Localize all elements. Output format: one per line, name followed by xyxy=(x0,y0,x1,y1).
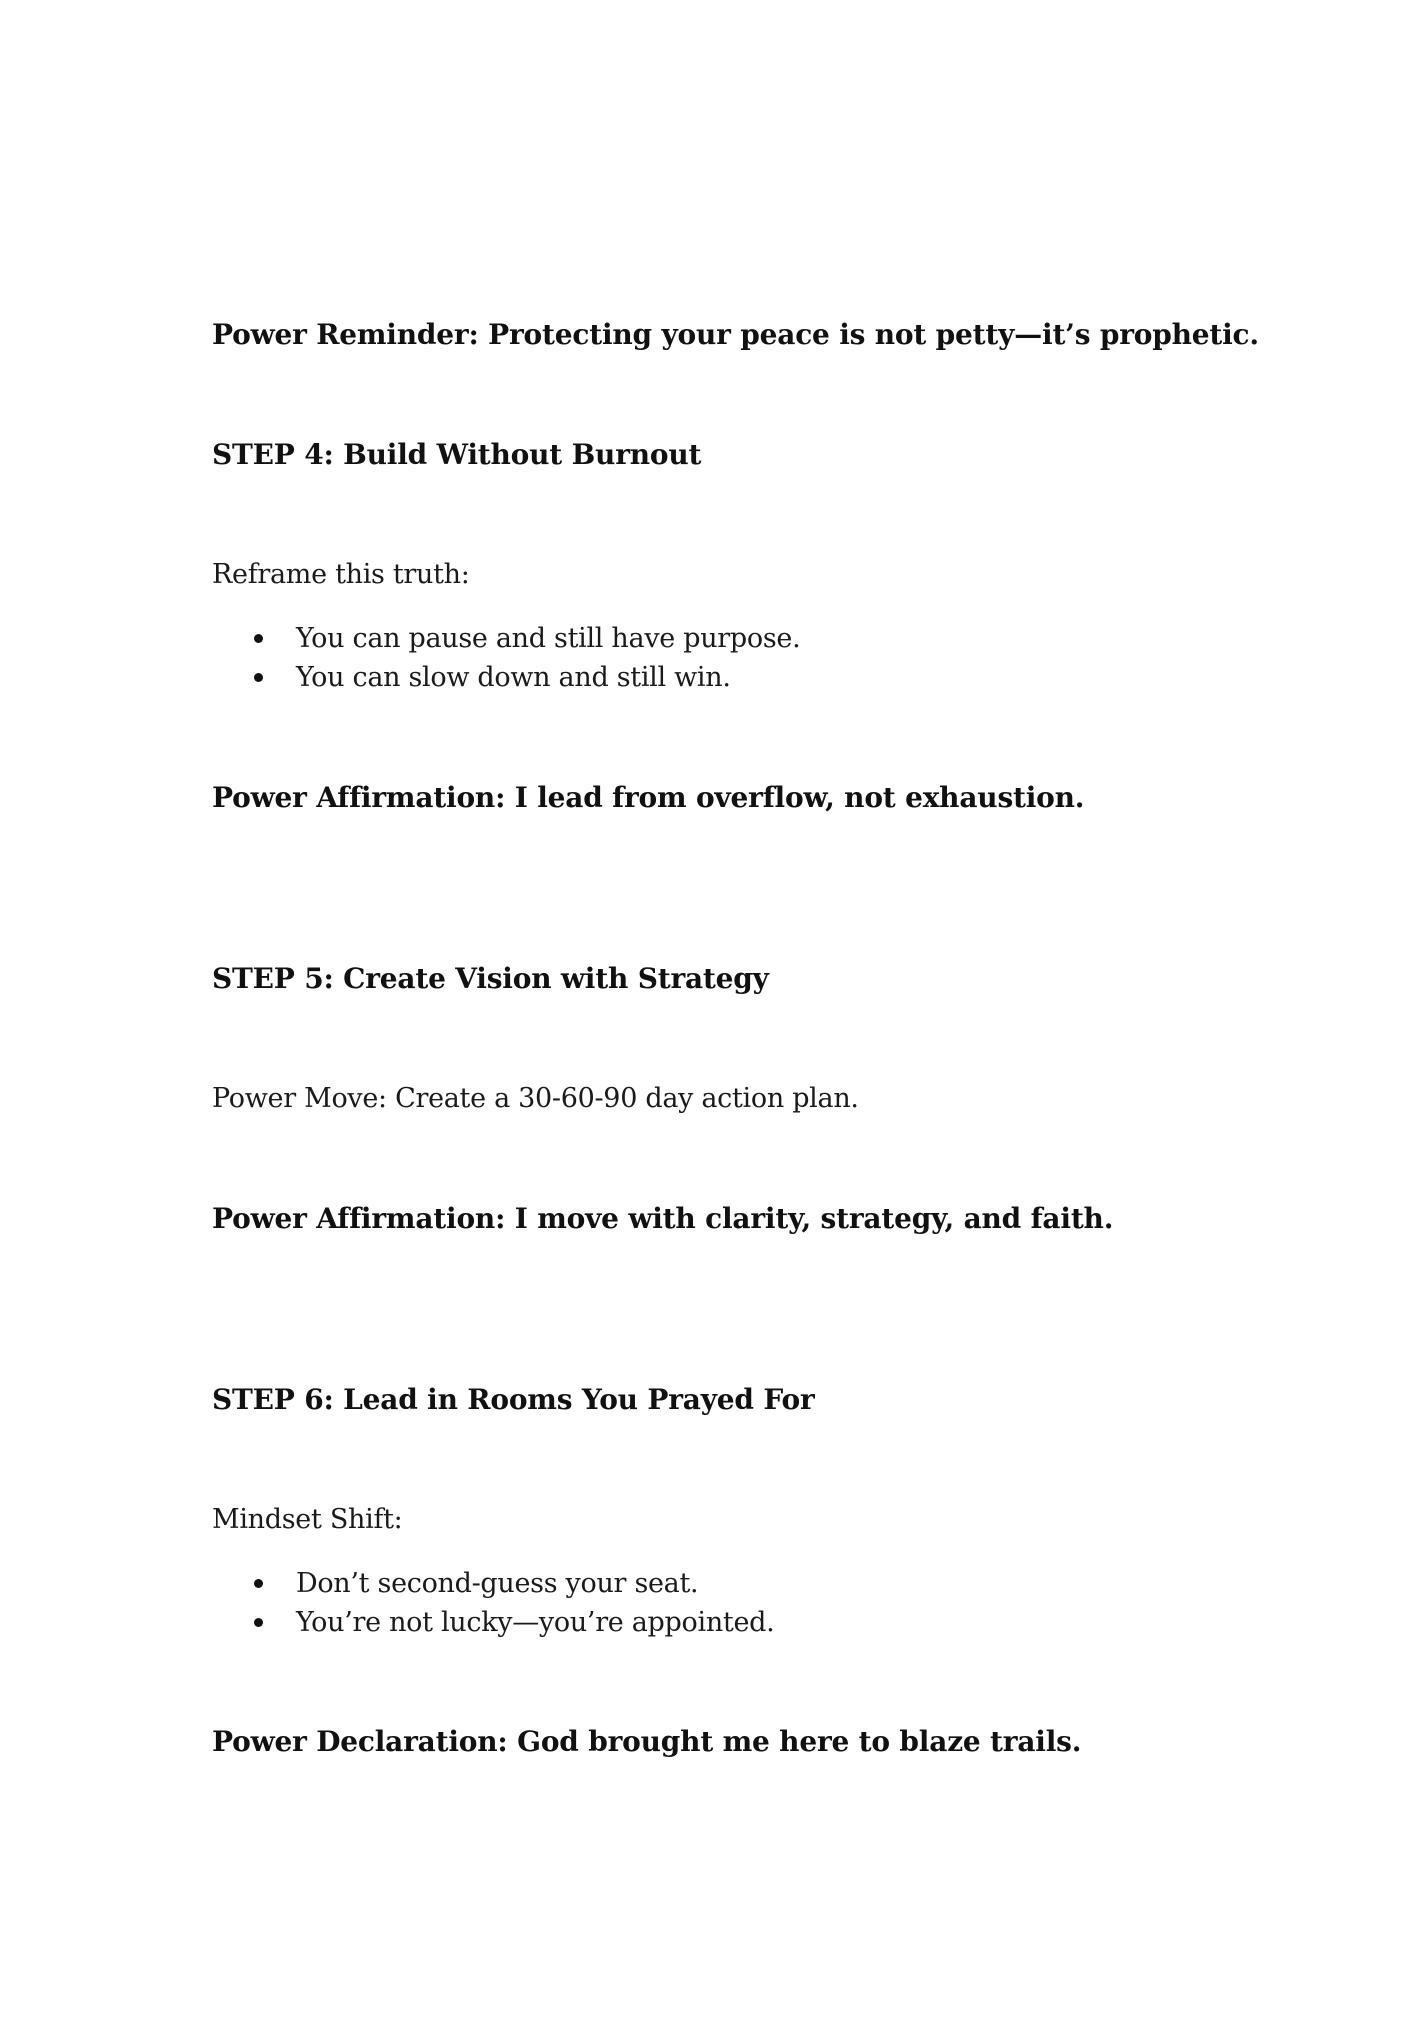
bullet-icon xyxy=(254,673,263,682)
step-6-declaration: Power Declaration: God brought me here to blaze trails. xyxy=(212,1725,1082,1758)
step-4-intro: Reframe this truth: xyxy=(212,559,470,590)
bullet-text: You can slow down and still win. xyxy=(296,662,731,693)
step-6-intro: Mindset Shift: xyxy=(212,1504,403,1535)
step-5-power-move: Power Move: Create a 30-60-90 day action plan. xyxy=(212,1083,859,1114)
step-4-affirmation: Power Affirmation: I lead from overflow, not exhaustion. xyxy=(212,781,1085,814)
step-4-heading: STEP 4: Build Without Burnout xyxy=(212,438,702,471)
bullet-text: You’re not lucky—you’re appointed. xyxy=(296,1607,775,1638)
power-reminder: Power Reminder: Protecting your peace is not petty—it’s prophetic. xyxy=(212,318,1259,351)
bullet-icon xyxy=(254,1618,263,1627)
bullet-text: Don’t second-guess your seat. xyxy=(296,1568,699,1599)
bullet-icon xyxy=(254,1579,263,1588)
bullet-text: You can pause and still have purpose. xyxy=(296,623,801,654)
step-5-heading: STEP 5: Create Vision with Strategy xyxy=(212,962,769,995)
step-5-affirmation: Power Affirmation: I move with clarity, strategy, and faith. xyxy=(212,1202,1114,1235)
step-6-heading: STEP 6: Lead in Rooms You Prayed For xyxy=(212,1383,815,1416)
bullet-icon xyxy=(254,634,263,643)
